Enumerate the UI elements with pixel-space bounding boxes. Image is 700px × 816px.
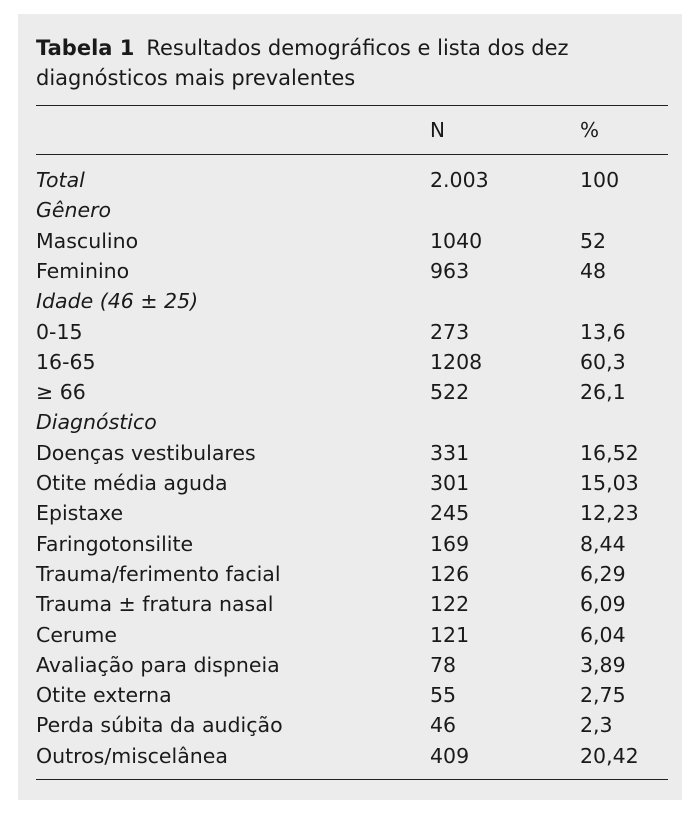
row-percent: 2,75 [580,683,626,708]
row-n: 409 [430,743,470,768]
row-label: Faringotonsilite [36,531,194,556]
table-caption-label: Tabela 1 [36,36,135,60]
row-n: 2.003 [430,168,489,192]
table-row [0,620,700,650]
row-label: Outros/miscelânea [36,743,228,768]
row-percent: 26,1 [580,380,626,405]
table-row [0,165,700,195]
row-n: 273 [430,319,470,344]
row-n: 1208 [430,349,483,374]
bottom-rule [36,779,668,780]
row-n: 78 [430,652,457,677]
table-row [0,438,700,468]
row-label: ≥ 66 [36,380,86,405]
table-row [0,256,700,286]
table-row [0,680,700,710]
row-n: 122 [430,592,470,617]
row-n: 126 [430,561,470,586]
row-label: Avaliação para dispneia [36,652,280,677]
column-header-percent: % [580,118,600,142]
row-label: Idade (46 ± 25) [36,289,199,314]
table-row [0,710,700,740]
row-percent: 6,04 [580,622,626,647]
row-percent: 6,29 [580,561,626,586]
row-label: Otite externa [36,683,172,708]
table-row [0,559,700,589]
row-percent: 2,3 [580,713,613,738]
table-row [0,195,700,225]
table-row [0,741,700,771]
row-label: Feminino [36,258,130,283]
table-row [0,468,700,498]
table-caption-text: Resultados demográficos e lista dos dez diagnósticos mais prevalentes [36,36,569,90]
row-percent: 15,03 [580,471,639,495]
table-row [0,377,700,407]
row-label: Total [36,168,85,192]
row-percent: 100 [580,168,620,192]
row-label: 16-65 [36,349,96,374]
row-n: 121 [430,622,470,647]
row-label: Perda súbita da audição [36,713,283,738]
row-n: 963 [430,258,470,283]
row-label: Doenças vestibulares [36,440,256,465]
column-header-n: N [430,118,445,142]
row-label: Gênero [36,198,112,223]
row-n: 245 [430,501,470,526]
row-percent: 12,23 [580,501,639,526]
row-label: Otite média aguda [36,471,228,495]
row-label: 0-15 [36,319,83,344]
row-label: Masculino [36,228,139,253]
row-n: 522 [430,380,470,405]
table-row [0,286,700,316]
row-percent: 16,52 [580,440,639,465]
table-caption [36,33,656,93]
table-row [0,650,700,680]
table-row [0,347,700,377]
row-percent: 8,44 [580,531,626,556]
row-label: Trauma/ferimento facial [36,561,281,586]
top-rule [36,105,668,106]
row-n: 331 [430,440,470,465]
header-rule [36,154,668,155]
row-n: 1040 [430,228,483,253]
table-row [0,226,700,256]
row-percent: 48 [580,258,607,283]
row-label: Trauma ± fratura nasal [36,592,274,617]
table-row [0,498,700,528]
table-row [0,317,700,347]
row-n: 169 [430,531,470,556]
row-percent: 60,3 [580,349,626,374]
table-row [0,407,700,437]
row-n: 46 [430,713,457,738]
row-n: 301 [430,471,470,495]
row-n: 55 [430,683,457,708]
row-percent: 3,89 [580,652,626,677]
row-percent: 20,42 [580,743,639,768]
table-row [0,529,700,559]
row-percent: 6,09 [580,592,626,617]
row-label: Diagnóstico [36,410,157,435]
row-percent: 13,6 [580,319,626,344]
table-row [0,589,700,619]
row-percent: 52 [580,228,607,253]
row-label: Cerume [36,622,117,647]
row-label: Epistaxe [36,501,124,526]
